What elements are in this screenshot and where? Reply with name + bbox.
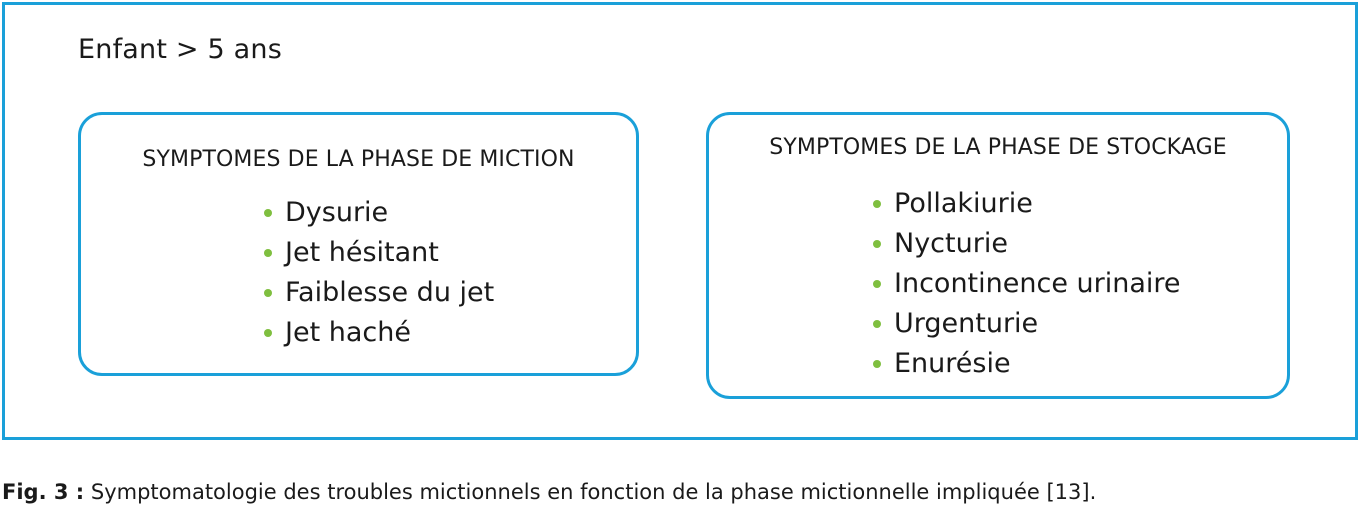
caption-text: Symptomatologie des troubles mictionnels en fonction de la phase mictionnelle impliquée [13].: [84, 480, 1097, 504]
list-item: [873, 344, 1181, 384]
symptom-label: Urgenturie: [894, 308, 1039, 339]
symptom-label: Faiblesse du jet: [285, 277, 495, 308]
symptom-label: Dysurie: [285, 197, 389, 228]
miction-phase-title: SYMPTOMES DE LA PHASE DE MICTION: [142, 147, 575, 172]
symptom-label: Enurésie: [894, 348, 1011, 379]
bullet-icon: [264, 249, 272, 257]
miction-symptom-list: [264, 193, 494, 353]
list-item: [264, 233, 494, 273]
list-item: [264, 193, 494, 233]
age-heading: Enfant > 5 ans: [78, 34, 282, 65]
bullet-icon: [873, 240, 881, 248]
storage-symptom-list: [873, 184, 1181, 384]
bullet-icon: [873, 200, 881, 208]
figure-frame: [2, 2, 1358, 440]
bullet-icon: [264, 289, 272, 297]
figure-caption: [2, 480, 1096, 504]
list-item: [873, 224, 1181, 264]
storage-phase-title: SYMPTOMES DE LA PHASE DE STOCKAGE: [769, 135, 1227, 160]
symptom-label: Jet haché: [285, 317, 411, 348]
bullet-icon: [264, 329, 272, 337]
storage-phase-box: [706, 112, 1290, 399]
list-item: [873, 304, 1181, 344]
symptom-label: Nycturie: [894, 228, 1008, 259]
list-item: [873, 184, 1181, 224]
bullet-icon: [873, 360, 881, 368]
caption-label: Fig. 3 :: [2, 480, 85, 504]
symptom-label: Incontinence urinaire: [894, 268, 1181, 299]
bullet-icon: [264, 209, 272, 217]
symptom-label: Jet hésitant: [285, 237, 439, 268]
bullet-icon: [873, 320, 881, 328]
symptom-label: Pollakiurie: [894, 188, 1033, 219]
list-item: [264, 273, 494, 313]
list-item: [264, 313, 494, 353]
list-item: [873, 264, 1181, 304]
bullet-icon: [873, 280, 881, 288]
miction-phase-box: [78, 112, 639, 376]
